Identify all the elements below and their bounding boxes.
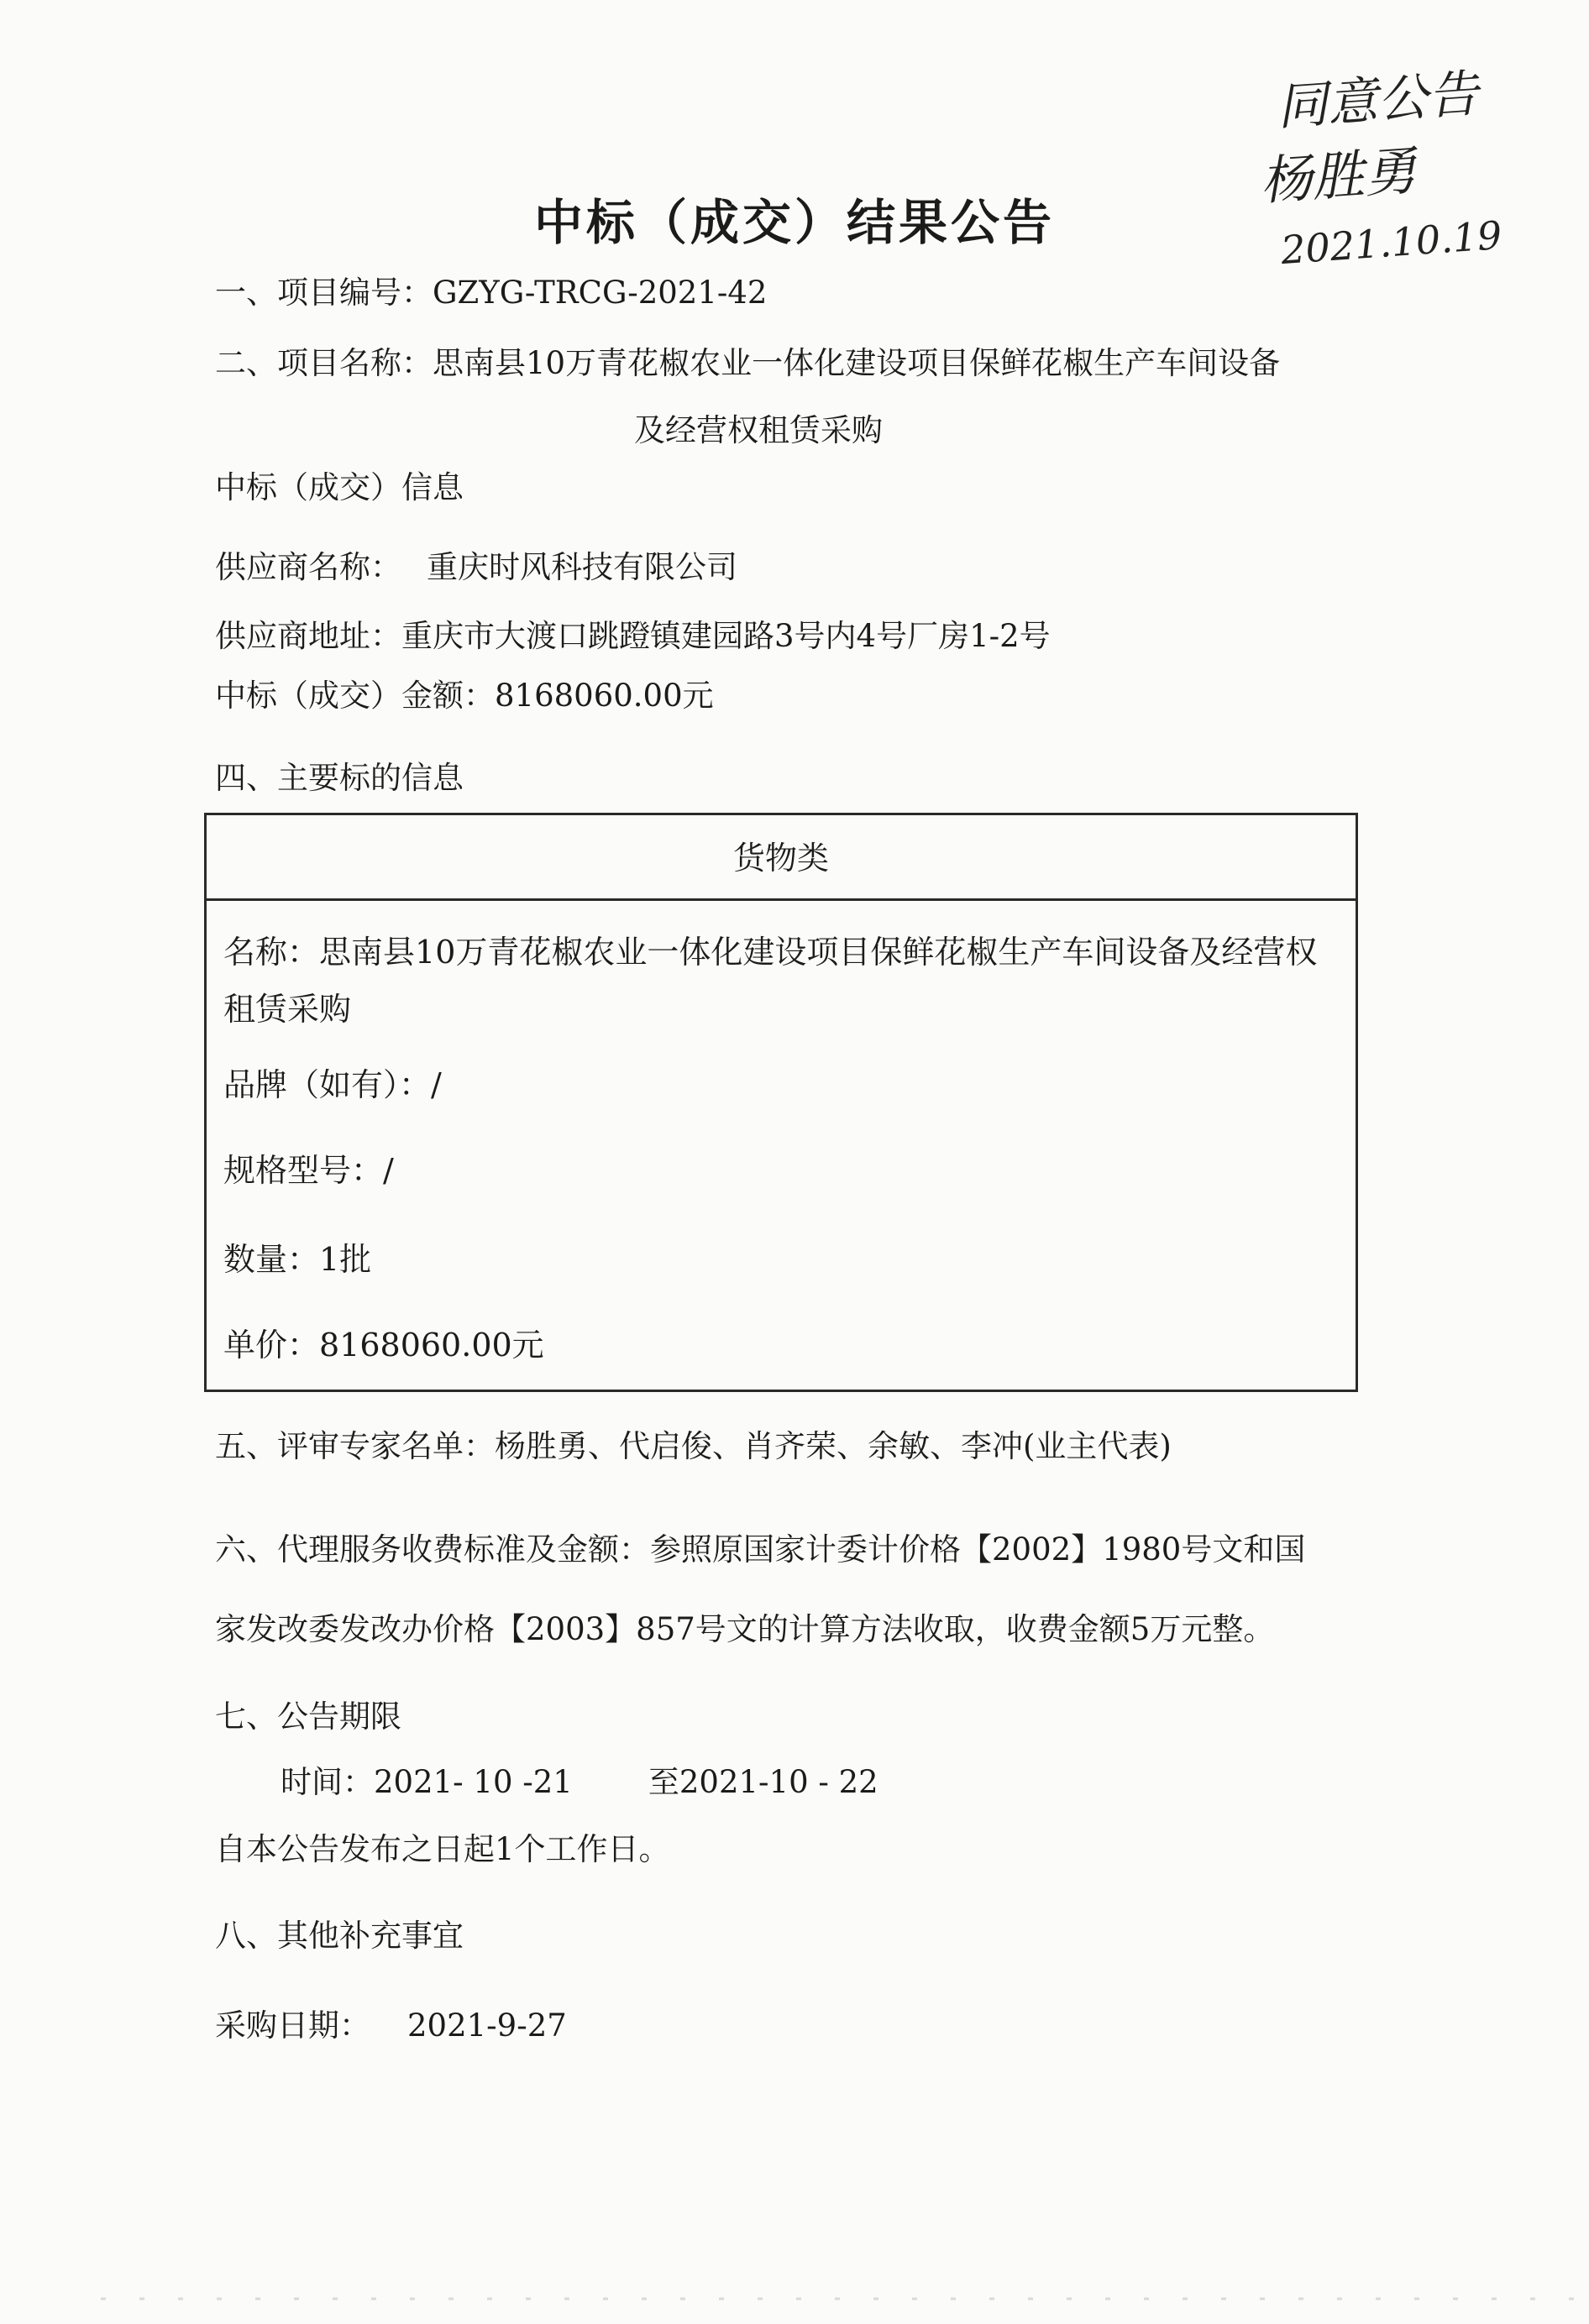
section6-line1: 六、代理服务收费标准及金额：参照原国家计委计价格【2002】1980号文和国 (215, 1531, 1306, 1568)
award-info-heading: 中标（成交）信息 (215, 469, 464, 505)
supplier-address-label: 供应商地址： (215, 618, 401, 654)
award-amount-row (215, 670, 714, 715)
project-name-continued: 及经营权租赁采购 (634, 412, 883, 448)
supplier-name-value: 重庆时风科技有限公司 (427, 549, 737, 585)
notice-period-note: 自本公告发布之日起1个工作日。 (215, 1831, 670, 1867)
project-name-row (215, 338, 1280, 383)
handwritten-signature-date: 2021.10.19 (1279, 212, 1503, 274)
goods-name-value: 思南县10万青花椒农业一体化建设项目保鲜花椒生产车间设备及经营权 (319, 934, 1318, 971)
section8-heading: 八、其他补充事宜 (215, 1918, 464, 1954)
goods-brand: 品牌（如有）：/ (223, 1066, 442, 1103)
handwritten-approval-line1: 同意公告 (1275, 64, 1481, 138)
goods-name-row (223, 926, 1317, 972)
goods-name-label: 名称： (223, 934, 320, 971)
project-number-row (215, 267, 767, 312)
notice-period-row (281, 1756, 878, 1802)
award-amount-value: 8168060.00元 (495, 678, 714, 714)
project-number-label: 一、项目编号： (215, 275, 433, 311)
project-name-label: 二、项目名称： (215, 345, 433, 381)
section7-heading: 七、公告期限 (215, 1699, 401, 1735)
scan-bottom-edge-marks (0, 2292, 1589, 2317)
goods-spec: 规格型号：/ (223, 1152, 394, 1189)
notice-time-label: 时间： (281, 1764, 374, 1800)
project-name-value: 思南县10万青花椒农业一体化建设项目保鲜花椒生产车间设备 (433, 345, 1281, 381)
section4-heading: 四、主要标的信息 (215, 760, 464, 796)
supplier-address-row (215, 610, 1051, 656)
section6-line2: 家发改委发改办价格【2003】857号文的计算方法收取，收费金额5万元整。 (215, 1611, 1275, 1647)
purchase-date-label: 采购日期： (215, 2007, 370, 2044)
section5-row (215, 1421, 1172, 1466)
purchase-date-value: 2021-9-27 (407, 2007, 567, 2044)
award-amount-label: 中标（成交）金额： (215, 678, 495, 714)
handwritten-signature-name: 杨胜勇 (1258, 139, 1419, 212)
notice-time-to: 至2021-10 - 22 (648, 1764, 878, 1800)
notice-time-from: 2021- 10 -21 (374, 1764, 573, 1800)
supplier-address-value: 重庆市大渡口跳蹬镇建园路3号内4号厂房1-2号 (401, 618, 1051, 654)
goods-name-continued: 租赁采购 (223, 991, 352, 1028)
goods-quantity: 数量：1批 (223, 1241, 372, 1278)
goods-unit-price: 单价：8168060.00元 (223, 1327, 544, 1364)
document-title: 中标（成交）结果公告 (533, 194, 1055, 251)
expert-list-label: 五、评审专家名单： (215, 1428, 495, 1464)
goods-category-header: 货物类 (207, 815, 1356, 901)
goods-info-table (204, 813, 1358, 1392)
supplier-name-row (215, 542, 737, 587)
supplier-name-label: 供应商名称： (215, 549, 401, 585)
expert-list-value: 杨胜勇、代启俊、肖齐荣、余敏、李冲(业主代表) (495, 1428, 1172, 1464)
project-number-value: GZYG-TRCG-2021-42 (433, 275, 768, 311)
purchase-date-row (215, 2000, 567, 2045)
